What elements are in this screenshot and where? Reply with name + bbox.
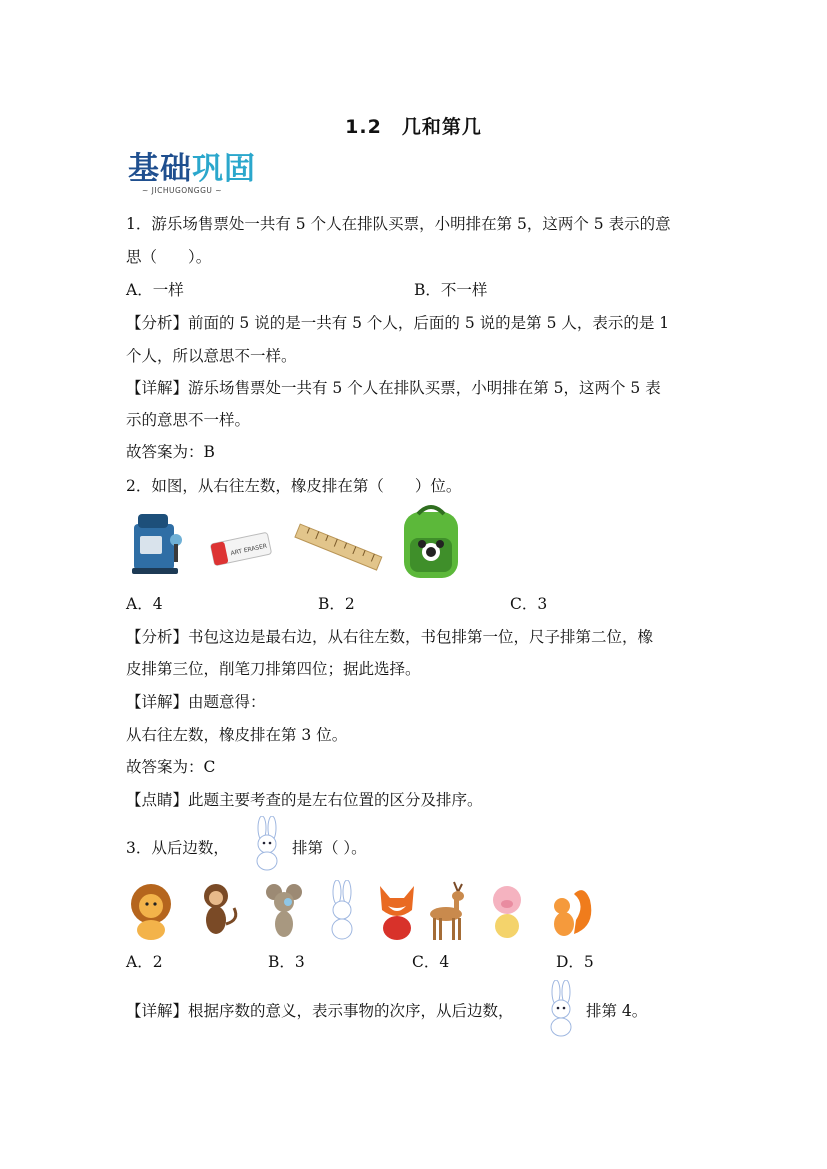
- eraser-icon: [208, 528, 274, 570]
- q2-answer: 故答案为：C: [126, 758, 216, 776]
- q1-line1: 1．游乐场售票处一共有 5 个人在排队买票，小明排在第 5，这两个 5 表示的意: [126, 215, 671, 233]
- q1-analysis-2: 个人，所以意思不一样。: [126, 347, 297, 365]
- logo-text-b: 巩固: [192, 151, 256, 187]
- logo-subtitle: ~ JICHUGONGGU ~: [142, 186, 223, 195]
- q3-option-c: C．4: [412, 953, 450, 971]
- rabbit-icon: [541, 980, 581, 1038]
- q2-option-a: A．4: [126, 595, 163, 613]
- q3-option-d: D．5: [556, 953, 594, 971]
- rabbit-icon: [246, 816, 286, 872]
- q3-option-b: B．3: [268, 953, 305, 971]
- q1-analysis-1: 【分析】前面的 5 说的是一共有 5 个人，后面的 5 说的是第 5 人，表示的是 1: [126, 314, 670, 332]
- page-title: 1.2 几和第几: [345, 116, 482, 138]
- ruler-icon: [292, 520, 384, 576]
- q1-option-b: B．不一样: [414, 281, 488, 299]
- q2-option-c: C．3: [510, 595, 548, 613]
- rabbit-icon: [322, 880, 362, 942]
- q1-answer: 故答案为：B: [126, 443, 215, 461]
- section-logo: [128, 150, 278, 198]
- q2-detail-2: 从右往左数，橡皮排在第 3 位。: [126, 726, 348, 744]
- monkey-icon: [194, 880, 242, 942]
- q2-analysis-1: 【分析】书包这边是最右边，从右往左数，书包排第一位，尺子排第二位，橡: [126, 628, 654, 646]
- q3-suffix: 排第（ ）。: [292, 839, 367, 857]
- q1-line2: 思（ ）。: [126, 248, 212, 266]
- pencil-sharpener-icon: [128, 510, 186, 578]
- mouse-icon: [262, 880, 310, 942]
- q1-detail-1: 【详解】游乐场售票处一共有 5 个人在排队买票，小明排在第 5，这两个 5 表: [126, 379, 661, 397]
- q1-detail-2: 示的意思不一样。: [126, 411, 251, 429]
- backpack-icon: [396, 502, 466, 582]
- logo-text-a: 基础: [128, 151, 192, 187]
- lion-icon: [126, 880, 176, 942]
- q2-remark: 【点睛】此题主要考查的是左右位置的区分及排序。: [126, 791, 483, 809]
- q3-prefix: 3．从后边数，: [126, 839, 229, 857]
- q1-option-a: A．一样: [126, 281, 184, 299]
- q3-option-a: A．2: [126, 953, 163, 971]
- q3-detail-suffix: 排第 4。: [586, 1002, 648, 1020]
- q3-detail-prefix: 【详解】根据序数的意义，表示事物的次序，从后边数，: [126, 1002, 514, 1020]
- squirrel-icon: [544, 880, 598, 942]
- pig-icon: [482, 880, 532, 942]
- eraser-label: ART ERASER: [230, 542, 268, 558]
- fox-icon: [374, 880, 420, 942]
- q2-option-b: B．2: [318, 595, 355, 613]
- deer-icon: [424, 880, 472, 942]
- q2-detail-1: 【详解】由题意得：: [126, 693, 266, 711]
- q2-analysis-2: 皮排第三位，削笔刀排第四位；据此选择。: [126, 660, 421, 678]
- q2-line1: 2．如图，从右往左数，橡皮排在第（ ）位。: [126, 477, 462, 495]
